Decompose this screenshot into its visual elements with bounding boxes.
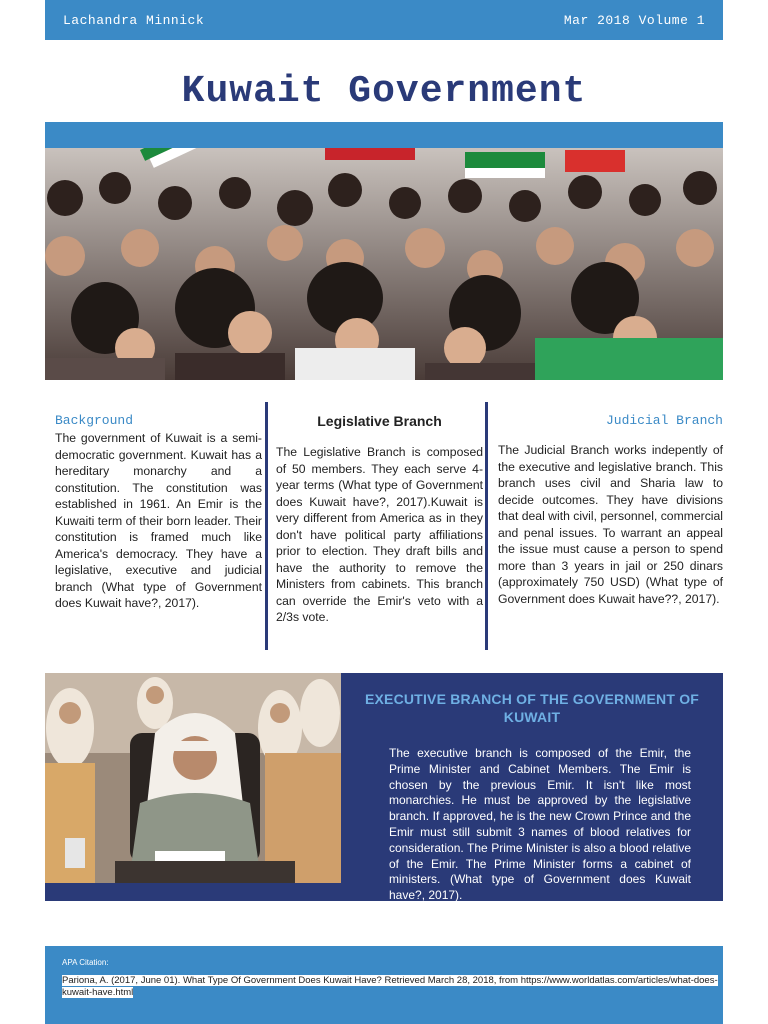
judicial-text: The Judicial Branch works indepently of the executive and legislative branch. This branch uses civil and Sharia law to decide outcomes. They have divisions that deal with civil, personnel, commercial and penal issues. To warrant an appeal the issue must cause a person to spend more than 3 years in jail or 250 dinars (approximately 750 USD) (What type of Government does Kuwait have??, 2017).: [498, 443, 723, 606]
executive-text: The executive branch is composed of the Emir, the Prime Minister and Cabinet Members. The Emir is chosen by the previous Emir. It isn't like most monarchies. He must be approved by the legislative branch. If approved, he is the new Crown Prince and the Emir must still submit 3 names of blood relatives for consideration. The Prime Minister is also a blood relative of the Emir. The Prime Minister forms a cabinet of ministers. (What type of Government does Kuwait have?, 2017).: [389, 746, 691, 903]
author-name: Lachandra Minnick: [63, 12, 205, 28]
citation-label: APA Citation:: [62, 958, 109, 967]
issue-info: Mar 2018 Volume 1: [563, 12, 705, 28]
judicial-heading: Judicial Branch: [605, 413, 723, 428]
photo-base-strip: [45, 883, 341, 901]
citation-text-block: [62, 975, 730, 999]
column-divider: [265, 402, 268, 650]
legislative-heading: Legislative Branch: [317, 413, 442, 429]
column-divider: [485, 402, 488, 650]
citation-text: Pariona, A. (2017, June 01). What Type Of Government Does Kuwait Have? Retrieved March 28, 2018, from https://www.worldatlas.com/articles/what-does-kuwait-have.html: [62, 975, 718, 998]
background-column: [55, 402, 262, 612]
crowd-photo-illustration: [45, 148, 723, 380]
executive-panel: [341, 673, 723, 901]
background-text: The government of Kuwait is a semi-democratic government. Kuwait has a hereditary monarchy and a constitution. The constitution was established in 1961. An Emir is the Kuwaiti term of their born leader. Their constitution is framed much like America's democracy. They have a legislative, executive and judicial branch (What type of Government does Kuwait have?, 2017).: [55, 431, 262, 610]
emir-photo-illustration: [45, 673, 341, 883]
legislative-text: The Legislative Branch is composed of 50 members. They each serve 4-year terms (What type of Government does Kuwait have?, 2017).Kuwait is very different from America as in they don't have political party affiliations prior to election. They draft bills and have the authority to remove the Ministers from cabinets. This branch can override the Emir's veto with a 2/3s vote.: [276, 445, 483, 624]
title-divider-strip: [45, 122, 723, 148]
page-title: Kuwait Government: [181, 70, 587, 113]
crowd-photo: [45, 148, 723, 380]
legislative-column: [276, 402, 483, 626]
executive-heading: EXECUTIVE BRANCH OF THE GOVERNMENT OF KUWAIT: [364, 691, 700, 725]
header-bar: [45, 0, 723, 40]
judicial-column: [498, 402, 723, 607]
emir-photo: [45, 673, 341, 883]
citation-footer: [45, 946, 723, 1024]
background-heading: Background: [55, 413, 134, 428]
